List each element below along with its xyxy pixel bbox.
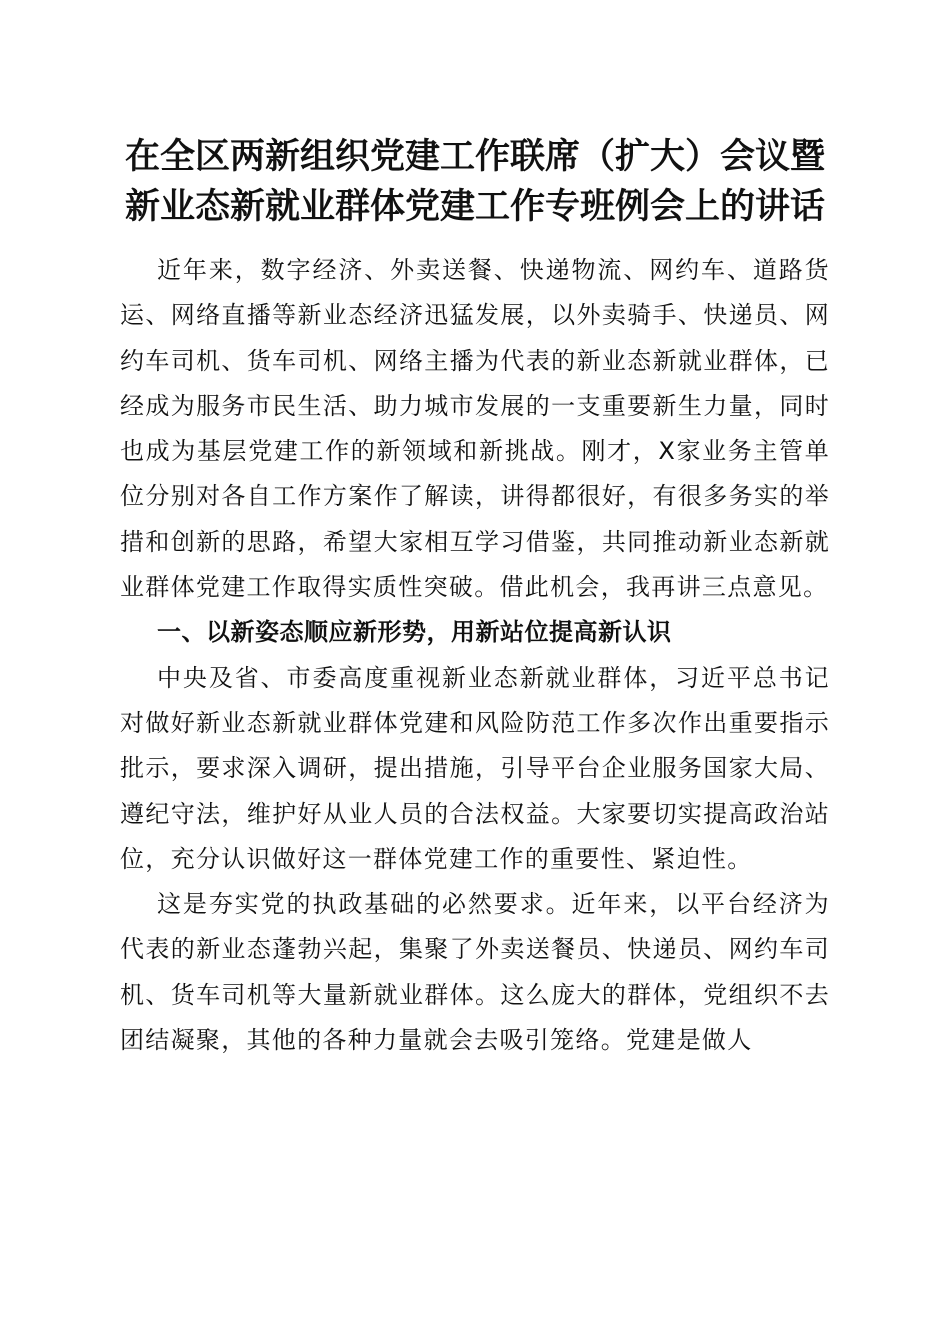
- paragraph-section-1-a: 中央及省、市委高度重视新业态新就业群体，习近平总书记对做好新业态新就业群体党建和风险防范工作多次作出重要指示批示，要求深入调研，提出措施，引导平台企业服务国家大局、遵纪守法，维护好从业人员的合法权益。大家要切实提高政治站位，充分认识做好这一群体党建工作的重要性、紧迫性。: [120, 663, 830, 873]
- document-body: [120, 248, 830, 1063]
- paragraph-section-1-b: 这是夯实党的执政基础的必然要求。近年来，以平台经济为代表的新业态蓬勃兴起，集聚了外卖送餐员、快递员、网约车司机、货车司机等大量新就业群体。这么庞大的群体，党组织不去团结凝聚，其他的各种力量就会去吸引笼络。党建是做人: [120, 890, 830, 1055]
- document-title: [100, 132, 850, 232]
- title-line-2: 新业态新就业群体党建工作专班例会上的讲话: [124, 186, 825, 227]
- title-line-1: 在全区两新组织党建工作联席（扩大）会议暨: [124, 136, 825, 177]
- paragraph-intro: 近年来，数字经济、外卖送餐、快递物流、网约车、道路货运、网络直播等新业态经济迅猛发展，以外卖骑手、快递员、网约车司机、货车司机、网络主播为代表的新业态新就业群体，已经成为服务市民生活、助力城市发展的一支重要新生力量，同时也成为基层党建工作的新领域和新挑战。刚才，X家业务主管单位分别对各自工作方案作了解读，讲得都很好，有很多务实的举措和创新的思路，希望大家相互学习借鉴，共同推动新业态新就业群体党建工作取得实质性突破。借此机会，我再讲三点意见。: [120, 256, 830, 602]
- section-heading-1: 一、以新姿态顺应新形势，用新站位提高新认识: [157, 618, 672, 647]
